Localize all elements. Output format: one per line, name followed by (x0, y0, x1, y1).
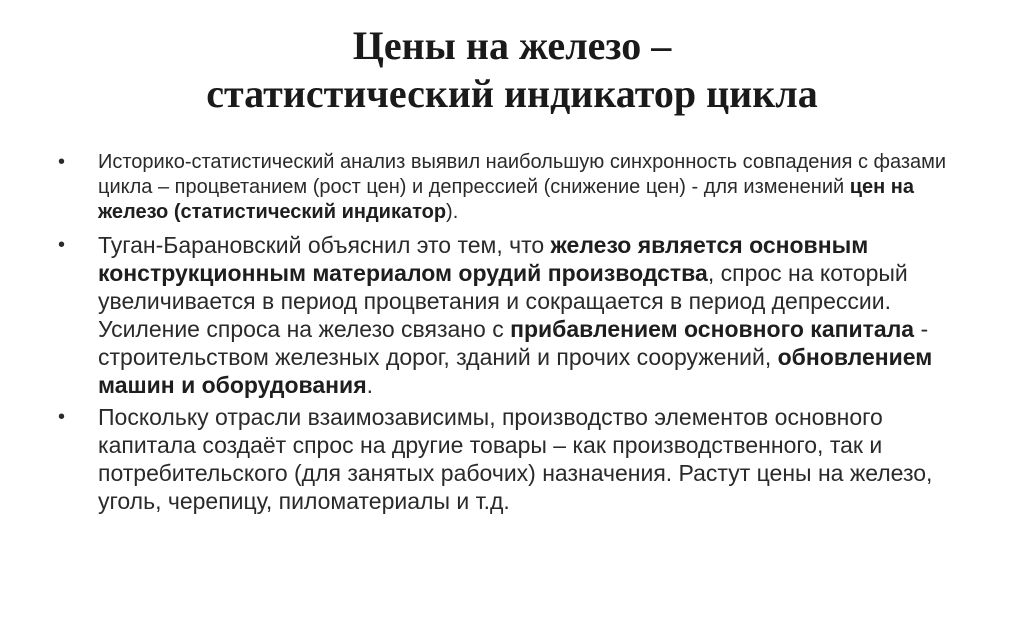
bullet-item (58, 403, 978, 515)
bullet-text: , спрос на который увеличивается в период процветания и сокращается в период депрессии. Усиление спроса на железо связано с (98, 260, 908, 342)
bullet-emphasis: обновлением машин и оборудования (98, 344, 933, 398)
bullet-item (58, 231, 978, 399)
slide-title-line-2: статистический индикатор цикла (206, 71, 818, 116)
bullet-emphasis: цен на железо (статистический индикатор (98, 176, 915, 223)
bullet-text: Туган-Барановский объяснил это тем, что (98, 232, 551, 258)
bullet-text: . (366, 372, 374, 398)
bullet-text: ). (446, 201, 459, 223)
bullet-icon: • (58, 234, 66, 256)
bullet-item (58, 150, 978, 225)
bullet-text: - строительством железных дорог, зданий и прочих сооружений, (98, 316, 929, 370)
bullet-text: Историко-статистический анализ выявил наибольшую синхронность совпадения с фазами цикла – процветанием (рост цен) и депрессией (снижение цен) - для изменений (98, 151, 947, 198)
slide-title (0, 22, 1024, 118)
slide-title-line-1: Цены на железо – (352, 23, 672, 68)
bullet-emphasis: прибавлением основного капитала (510, 316, 915, 342)
bullet-icon: • (58, 151, 66, 173)
bullet-list (58, 150, 978, 519)
bullet-icon: • (58, 406, 66, 428)
bullet-emphasis: железо является основным конструкционным материалом орудий производства (98, 232, 869, 286)
bullet-text: Поскольку отрасли взаимозависимы, производство элементов основного капитала создаёт спрос на другие товары – как производственного, так и потребительского (для занятых рабочих) назначения. Растут цены на железо, уголь, черепицу, пиломатериалы и т.д. (98, 404, 933, 514)
